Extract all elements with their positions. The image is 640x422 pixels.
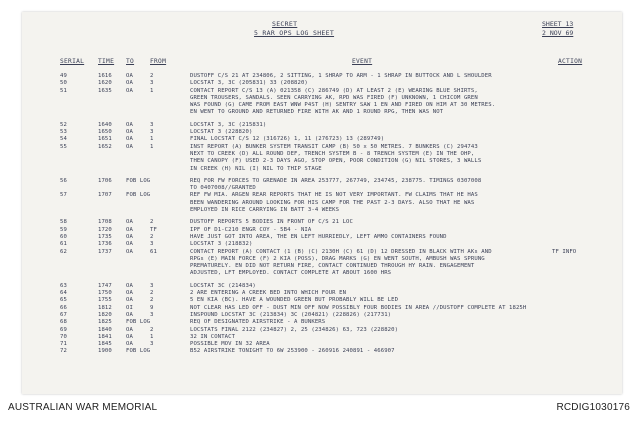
to-cell: OA <box>126 233 133 240</box>
from-cell: 3 <box>150 282 154 289</box>
log-row <box>22 283 622 290</box>
column-header-from: FROM <box>150 58 167 65</box>
serial-cell: 59 <box>60 226 67 233</box>
time-cell: 1736 <box>98 241 112 248</box>
serial-cell: 68 <box>60 319 67 326</box>
to-cell: OA <box>126 341 133 348</box>
event-cell: REQ FOR FW FORCES TO GRENADE IN AREA 253777, 267749, 234745, 238775. TIMINGS 0307008 TO 0407008//GRANTED <box>190 177 482 192</box>
log-row <box>22 341 622 348</box>
to-cell: OI <box>126 304 133 311</box>
time-cell: 1841 <box>98 333 112 340</box>
time-cell: 1616 <box>98 73 112 79</box>
time-cell: 1825 <box>98 319 112 326</box>
column-header-serial: SERIAL <box>60 58 85 65</box>
from-cell: 1 <box>150 87 154 94</box>
event-cell: POSSIBLE MOV IN 32 AREA <box>190 341 270 348</box>
event-cell: LOCSTATS FINAL 2122 (234827) 2, 25 (234826) 63, 723 (228820) <box>190 326 399 333</box>
record-id: RCDIG1030176 <box>556 402 630 413</box>
to-cell: OA <box>126 297 133 304</box>
log-row <box>22 241 622 248</box>
event-cell: IPF OF D1-C210 ENGR COY - 5B4 - NIA <box>190 226 312 233</box>
event-cell: LOCSTAT 3 (228820) <box>190 129 253 136</box>
time-cell: 1708 <box>98 219 112 226</box>
event-cell: CONTACT REPORT C/S 13 (A) 021358 (C) 286749 (D) AT LEAST 2 (E) WEARING BLUE SHIRTS, GREEN TROUSERS, SANDALS. SEEN CARRYING AK, RPD WAS FIRED (F) UNKNOWN, 1 CHICOM GREN WAS FOUND (G) CAME FROM EAST WNW P4ST (H) SENTRY SAW 1 EN AND FIRED ON HIM AT 30 METRES. EN WENT TO GROUND AND RETURNED FIRE WITH AK AND 1 ROUND RPG, THEN WAS NOT <box>190 87 496 116</box>
serial-cell: 52 <box>60 121 67 128</box>
log-row <box>22 192 622 214</box>
to-cell: FOB LOG <box>126 319 151 326</box>
event-cell: REQ OF DESIGNATED AIRSTRIKE - A BUNKERS <box>190 319 326 326</box>
to-cell: OA <box>126 136 133 143</box>
to-cell: OA <box>126 290 133 297</box>
time-cell: 1635 <box>98 87 112 94</box>
from-cell: TF <box>150 226 157 233</box>
log-row <box>22 249 622 278</box>
log-row <box>22 129 622 136</box>
event-cell: NOT CLEAR HAS LED OFF - DUST MIN OFF NOW POSSIBLY FOUR BODIES IN AREA //DUSTOFF COMPLETE AT 1825H <box>190 304 527 311</box>
log-row <box>22 178 622 193</box>
action-cell: TF INFO <box>552 248 577 255</box>
serial-cell: 51 <box>60 87 67 94</box>
sheet-label: SHEET 13 <box>542 20 574 28</box>
log-row <box>22 319 622 326</box>
event-cell: DUSTOFF C/S 21 AT 234806, 2 SITTING, 1 SHRAP TO ARM - 1 SHRAP IN BUTTOCK AND L SHOULDER <box>190 73 492 79</box>
from-cell: 3 <box>150 129 154 136</box>
log-row <box>22 312 622 319</box>
serial-cell: 62 <box>60 248 67 255</box>
event-cell: HAVE JUST GOT INTO AREA, THE EN LEFT HURRIEDLY, LEFT AMMO CONTAINERS FOUND <box>190 233 447 240</box>
time-cell: 1735 <box>98 233 112 240</box>
time-cell: 1640 <box>98 121 112 128</box>
serial-cell: 72 <box>60 348 67 355</box>
log-row <box>22 327 622 334</box>
column-header-action: ACTION <box>558 58 583 65</box>
serial-cell: 49 <box>60 73 67 79</box>
event-cell: FINAL LOCSTAT C/S 12 (316726) 1, 11 (276723) 13 (289749) <box>190 136 385 143</box>
from-cell: 2 <box>150 326 154 333</box>
event-cell: LOCSTAT 3, 3C (205831) 33 (208820) <box>190 80 308 87</box>
from-cell: 2 <box>150 290 154 297</box>
serial-cell: 71 <box>60 341 67 348</box>
to-cell: OA <box>126 87 133 94</box>
from-cell: 3 <box>150 80 154 87</box>
time-cell: 1620 <box>98 80 112 87</box>
serial-cell: 55 <box>60 143 67 150</box>
to-cell: OA <box>126 73 133 79</box>
event-cell: 32 IN CONTACT <box>190 333 236 340</box>
serial-cell: 64 <box>60 290 67 297</box>
time-cell: 1706 <box>98 177 112 184</box>
to-cell: OA <box>126 226 133 233</box>
column-header-event: EVENT <box>352 58 373 65</box>
log-row <box>22 136 622 143</box>
time-cell: 1707 <box>98 192 112 199</box>
document-subtitle: 5 RAR OPS LOG SHEET <box>254 29 335 37</box>
serial-cell: 58 <box>60 219 67 226</box>
time-cell: 1720 <box>98 226 112 233</box>
event-cell: INST REPORT (A) BUNKER SYSTEM TRANSIT CAMP (B) 50 x 50 METRES. 7 BUNKERS (C) 294743 NEXT TO CREEK (D) ALL ROUND DEF, TRENCH SYSTEM B - 8 TRENCH SYSTEM (E) IN THE OHP, THEN CANOPY (F) USED 2-3 DAYS AGO, STOP OPEN, POOR CONDITION (G) NIL STORES, 3 WALLS IN CREEK (H) NIL (I) NIL TO THIP STAGE <box>190 143 482 172</box>
log-row <box>22 348 622 355</box>
serial-cell: 70 <box>60 333 67 340</box>
to-cell: OA <box>126 248 133 255</box>
log-row <box>22 297 622 304</box>
serial-cell: 53 <box>60 129 67 136</box>
from-cell: 1 <box>150 143 154 150</box>
column-header-time: TIME <box>98 58 115 65</box>
serial-cell: 66 <box>60 304 67 311</box>
serial-cell: 67 <box>60 311 67 318</box>
event-cell: LOCSTAT 3, 3C (215831) <box>190 121 267 128</box>
to-cell: FOB LOG <box>126 192 151 199</box>
from-cell: 3 <box>150 311 154 318</box>
from-cell: 1 <box>150 136 154 143</box>
event-cell: INSPOUND LOCSTAT 3C (213834) 3C (204821) (228826) (217731) <box>190 311 392 318</box>
log-row <box>22 234 622 241</box>
log-row <box>22 334 622 341</box>
time-cell: 1812 <box>98 304 112 311</box>
serial-cell: 54 <box>60 136 67 143</box>
from-cell: 3 <box>150 121 154 128</box>
from-cell: 3 <box>150 341 154 348</box>
serial-cell: 56 <box>60 177 67 184</box>
to-cell: FOB LOG <box>126 348 151 355</box>
event-cell: LOCSTAT 3 (218832) <box>190 241 253 248</box>
log-row <box>22 219 622 226</box>
time-cell: 1650 <box>98 129 112 136</box>
sheet-date: 2 NOV 69 <box>542 29 574 37</box>
log-row <box>22 305 622 312</box>
to-cell: OA <box>126 143 133 150</box>
to-cell: OA <box>126 333 133 340</box>
serial-cell: 57 <box>60 192 67 199</box>
serial-cell: 50 <box>60 80 67 87</box>
time-cell: 1755 <box>98 297 112 304</box>
event-cell: DUSTOFF REPORTS 5 BODIES IN FRONT OF C/S 21 LOC <box>190 219 353 226</box>
from-cell: 2 <box>150 233 154 240</box>
to-cell: OA <box>126 129 133 136</box>
to-cell: OA <box>126 241 133 248</box>
serial-cell: 61 <box>60 241 67 248</box>
to-cell: OA <box>126 311 133 318</box>
archive-credit: AUSTRALIAN WAR MEMORIAL <box>8 402 158 413</box>
to-cell: OA <box>126 80 133 87</box>
from-cell: 9 <box>150 304 154 311</box>
to-cell: OA <box>126 121 133 128</box>
event-cell: LOCSTAT 3C (214834) <box>190 282 256 289</box>
log-row <box>22 290 622 297</box>
to-cell: OA <box>126 219 133 226</box>
time-cell: 1747 <box>98 282 112 289</box>
log-row <box>22 227 622 234</box>
serial-cell: 63 <box>60 282 67 289</box>
log-row <box>22 88 622 117</box>
event-cell: REF FW MIA. ARGEN REAR REPORTS THAT HE IS NOT VERY IMPORTANT. FW CLAIMS THAT HE HAS BEEN WANDERING AROUND LOOKING FOR HIS CAMP FOR THE PAST 2-3 DAYS. ALSO THAT HE WAS EMPLOYED IN RICE CARRYING IN BATT 3-4 WEEKS <box>190 192 478 214</box>
time-cell: 1737 <box>98 248 112 255</box>
serial-cell: 60 <box>60 233 67 240</box>
time-cell: 1652 <box>98 143 112 150</box>
log-table <box>22 73 622 356</box>
time-cell: 1651 <box>98 136 112 143</box>
column-header-to: TO <box>126 58 135 65</box>
from-cell: 2 <box>150 297 154 304</box>
from-cell: 61 <box>150 248 157 255</box>
time-cell: 1900 <box>98 348 112 355</box>
event-cell: B52 AIRSTRIKE TONIGHT TO 6W 253900 - 260916 240891 - 466907 <box>190 348 395 355</box>
from-cell: 2 <box>150 219 154 226</box>
log-row <box>22 122 622 129</box>
time-cell: 1820 <box>98 311 112 318</box>
event-cell: 5 EN KIA (BC). HAVE A WOUNDED GREEN BUT PROBABLY WILL BE LED <box>190 297 399 304</box>
log-row <box>22 144 622 173</box>
event-cell: 2 ARE ENTERING A CREEK BED INTO WHICH FOUR EN <box>190 290 347 297</box>
serial-cell: 69 <box>60 326 67 333</box>
to-cell: OA <box>126 326 133 333</box>
event-cell: CONTACT REPORT (A) CONTACT (1 (B) (C) 2130H (C) 61 (D) 12 DRESSED IN BLACK WITH AKs AND RPGs (E) MAIN FORCE (F) 2 KIA (POSS), DRAG MARKS (G) EN WENT SOUTH, AMBUSH WAS SPRUNG PREMATURELY. EN DID NOT RETURN FIRE, CONTACT CONTINUED THROUGH HY RAIN. ENGAGEMENT ADJUSTED, LFT EMPLOYED. CONTACT COMPLETE AT ABOUT 1600 HRS <box>190 248 492 277</box>
to-cell: OA <box>126 282 133 289</box>
sheet-number <box>542 20 573 38</box>
from-cell: 2 <box>150 73 154 79</box>
document-sheet <box>22 12 622 394</box>
serial-cell: 65 <box>60 297 67 304</box>
from-cell: 3 <box>150 241 154 248</box>
time-cell: 1750 <box>98 290 112 297</box>
log-row <box>22 73 622 80</box>
classification-title: SECRET <box>272 20 298 28</box>
from-cell: 1 <box>150 333 154 340</box>
log-row <box>22 80 622 87</box>
time-cell: 1840 <box>98 326 112 333</box>
to-cell: FOB LOG <box>126 177 151 184</box>
time-cell: 1845 <box>98 341 112 348</box>
